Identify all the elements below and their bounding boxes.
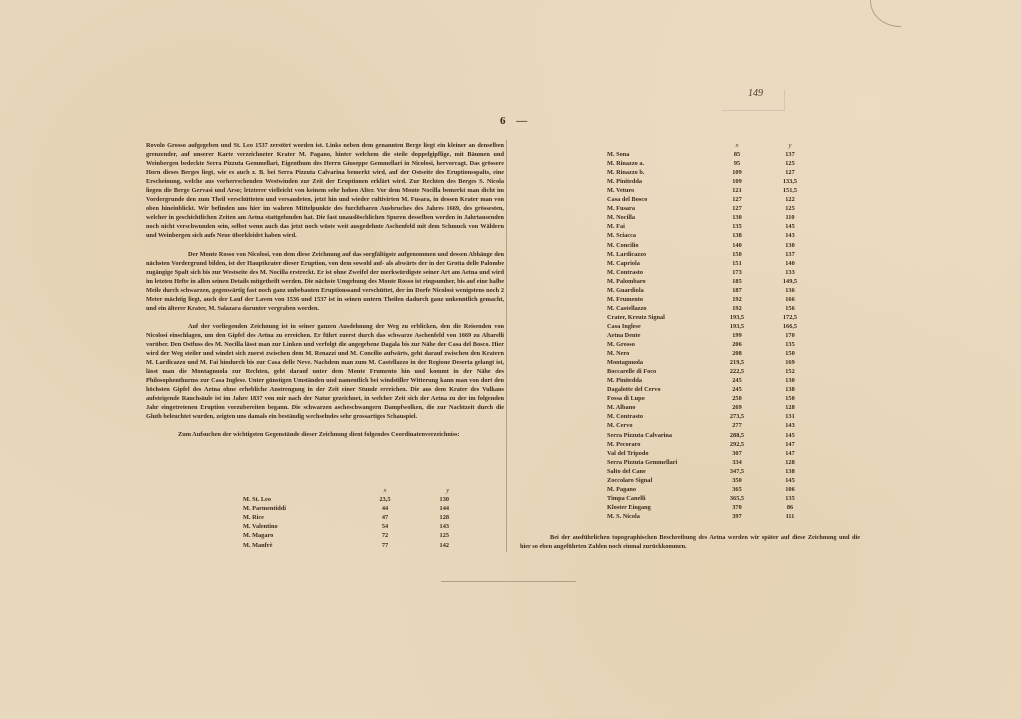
table-row <box>607 440 818 449</box>
table-row <box>607 186 818 195</box>
header-x: x <box>383 487 387 494</box>
cell-y: 145 <box>785 476 795 484</box>
cell-x: 370 <box>732 503 742 511</box>
cell-name: M. Pinitedda <box>607 377 642 385</box>
cell-name: M. Rice <box>243 514 264 522</box>
cell-x: 54 <box>381 523 389 531</box>
table-row <box>607 394 818 403</box>
left-coordinate-table <box>243 486 449 550</box>
cell-name: M. Castellazzo <box>607 304 647 312</box>
table-row <box>607 467 818 476</box>
cell-x: 222,5 <box>729 368 745 376</box>
cell-y: 142 <box>439 541 449 549</box>
left-column <box>146 141 504 439</box>
table-row <box>607 385 818 394</box>
header-y: y <box>446 487 449 494</box>
cell-y: 128 <box>439 514 449 522</box>
table-row <box>607 231 818 240</box>
cell-x: 245 <box>732 377 742 385</box>
cell-x: 140 <box>732 241 742 249</box>
cell-y: 110 <box>785 214 795 222</box>
table-row <box>607 177 818 186</box>
cell-name: M. Concilio <box>607 241 639 249</box>
cell-x: 193,5 <box>729 322 745 330</box>
cell-x: 397 <box>732 512 742 520</box>
cell-name: M. Pinitedda <box>607 178 642 186</box>
column-divider <box>506 140 507 552</box>
cell-y: 152 <box>785 368 795 376</box>
cell-y: 111 <box>785 512 795 520</box>
cell-name: M. Cervo <box>607 422 633 430</box>
cell-y: 170 <box>785 331 795 339</box>
cell-y: 143 <box>785 232 795 240</box>
cell-y: 135 <box>785 341 795 349</box>
cell-name: M. St. Leo <box>243 496 271 504</box>
header-name <box>607 141 712 150</box>
cell-name: M. Sona <box>607 151 630 159</box>
table-row <box>607 259 818 268</box>
cell-x: 121 <box>732 187 742 195</box>
cell-x: 151 <box>732 259 742 267</box>
cell-name: M. Nero <box>607 350 630 358</box>
table-row <box>607 340 818 349</box>
cell-x: 193,5 <box>729 313 745 321</box>
cell-name: M. Manfrè <box>243 541 273 549</box>
table-row <box>607 159 818 168</box>
cell-x: 47 <box>381 514 389 522</box>
cell-y: 150 <box>785 350 795 358</box>
cell-y: 131 <box>785 413 795 421</box>
cell-x: 77 <box>381 541 389 549</box>
cell-name: M. Albano <box>607 404 636 412</box>
cell-y: 144 <box>439 505 449 513</box>
table-row <box>243 504 449 513</box>
cell-name: M. Guardiola <box>607 286 644 294</box>
table-row <box>607 213 818 222</box>
cell-name: M. Grosso <box>607 341 635 349</box>
cell-y: 128 <box>785 458 795 466</box>
cell-x: 250 <box>732 395 742 403</box>
table-row <box>607 494 818 503</box>
table-row <box>607 322 818 331</box>
table-row <box>607 512 818 521</box>
cell-y: 166 <box>785 295 795 303</box>
table-row <box>607 286 818 295</box>
cell-x: 23,5 <box>379 496 391 504</box>
table-row <box>607 412 818 421</box>
table-row <box>607 376 818 385</box>
table-row <box>243 513 449 522</box>
cell-x: 109 <box>732 178 742 186</box>
table-row <box>607 431 818 440</box>
table-row <box>607 268 818 277</box>
cell-name: Zoccolaro Signal <box>607 476 653 484</box>
cell-name: M. Pecoraro <box>607 440 641 448</box>
cell-x: 219,5 <box>729 359 745 367</box>
cell-y: 130 <box>785 241 795 249</box>
cell-y: 130 <box>785 377 795 385</box>
cell-x: 208 <box>732 350 742 358</box>
cell-x: 350 <box>732 476 742 484</box>
closing-note: Bei der ausführlichen topographischen Beschreibung des Aetna werden wir später auf diese Zeichnung und die hier so eben angeführten Zahlen noch einmal zurückkommen. <box>520 534 860 550</box>
table-row <box>607 250 818 259</box>
cell-y: 140 <box>785 259 795 267</box>
cell-name: Casa Inglese <box>607 322 641 330</box>
cell-name: Aetna Dente <box>607 331 641 339</box>
paragraph-2: Der Monte Rosso von Nicolosi, von dem diese Zeichnung auf das sorgfältigste aufgenommen und dessen Abhänge den nächsten Vordergrund bilden, ist der Hauptkrater dieser Eruption, von dem sowohl auf- als abwärts der in der Grotta delle Palombe zugängige Spalt sich bis zur Westseite des M. Nocilla erstreckt. Er ist ohne Zweifel der merkwürdigste seiner Art am Aetna und wird im letzten Hefte in allen seinen Details mitgetheilt werden. Die nächste Umgebung des Monte Rosso ist ringsumher, bis auf eine halbe Meile durch schwarzen, gegenwärtig fast noch ganz unbebauten Eruptionssand verschüttet, der im Dorfe Nicolosi wenigstens noch 2 Meter mächtig liegt, auch der Lauf der Laven von 1536 und 1537 ist in seinen untern Theilen dadurch ganz unkenntlich gemacht, und ein älterer Krater, M. Salazara darunter vergraben worden. <box>146 250 504 312</box>
cell-name: M. Veturo <box>607 187 635 195</box>
table-row <box>607 295 818 304</box>
table-row <box>607 195 818 204</box>
cell-x: 44 <box>381 505 389 513</box>
paragraph-3: Auf der vorliegenden Zeichnung ist in seiner ganzen Ausdehnung der Weg zu erblicken, den die Reisenden von Nicolosi einschlagen, um den Gipfel des Aetna zu erreichen. Er führt zuerst durch das schwarze Aschenfeld von 1669 zu Altarelli vorüber. Den Ostfuss des M. Nocilla lässt man zur Linken und verfolgt die angegebene Dagala bis zur Nähe der Casa del Bosco. Hier wird der Weg steiler und windet sich zuerst zwischen dem M. Renazzi und M. Concilio aufwärts, geht darauf zwischen den Kratern M. Lardicazzo und M. Fai hindurch bis zur Casa delle Neve. Nachdem man zum M. Castellazzo in der Regione Deserta gelangt ist, lässt man die Montagnuola zur Rechten, geht darauf unter dem Monte Frumento hin und kommt in der Nähe des Philosophenthurms zur Casa Inglese. Unter günstigen Umständen und namentlich bei windstiller Witterung kann man von dort den höchsten Gipfel des Aetna ohne erhebliche Anstrengung in der Zeit einer Stunde erreichen. Die aus dem Krater des Vulkans aufsteigende Rauchsäule ist im Jahre 1837 von mir nach der Natur gezeichnet, in welcher Zeit sich der Aetna zu der im folgenden Jahr eingetretenen Eruption vorzubereiten begann. Die schwarzen ascheschwangern Dampfwolken, die zur Nachtzeit durch die Gluth beleuchtet wurden, zeigten uns damals ein beständig wechselndes sehr grossartiges Schauspiel. <box>146 322 504 421</box>
cell-name: M. Fai <box>607 223 625 231</box>
cell-x: 138 <box>732 232 742 240</box>
table-row <box>607 313 818 322</box>
table-row <box>243 531 449 540</box>
table-row <box>607 367 818 376</box>
cell-x: 130 <box>732 214 742 222</box>
cell-name: Boccarelle di Foco <box>607 368 657 376</box>
cell-x: 173 <box>732 268 742 276</box>
cell-name: M. Nocilla <box>607 214 635 222</box>
table-row <box>243 495 449 504</box>
cell-y: 172,5 <box>782 313 798 321</box>
coordinate-caption: Zum Aufsuchen der wichtigsten Gegenstände dieser Zeichnung dient folgendes Coordinatenverzeichniss: <box>178 431 460 439</box>
cell-y: 125 <box>785 205 795 213</box>
cell-name: M. Contrasto <box>607 413 644 421</box>
cell-name: Casa del Bosco <box>607 196 648 204</box>
cell-x: 72 <box>381 532 389 540</box>
cell-x: 206 <box>732 341 742 349</box>
cell-x: 269 <box>732 404 742 412</box>
cell-x: 127 <box>732 205 742 213</box>
table-row <box>607 421 818 430</box>
cell-x: 347,5 <box>729 467 745 475</box>
cell-name: M. Palombaro <box>607 277 646 285</box>
cell-x: 127 <box>732 196 742 204</box>
table-header-row <box>243 486 449 495</box>
cell-x: 199 <box>732 331 742 339</box>
cell-name: Crater, Kreutz Signal <box>607 313 665 321</box>
table-row <box>607 304 818 313</box>
cell-name: Fossa di Lupo <box>607 395 645 403</box>
cell-x: 334 <box>732 458 742 466</box>
table-row <box>607 277 818 286</box>
header-y: y <box>788 142 792 149</box>
cell-name: M. Valentino <box>243 523 278 531</box>
cell-name: M. Sciacca <box>607 232 637 240</box>
cell-y: 166,5 <box>782 322 798 330</box>
cell-y: 137 <box>785 151 795 159</box>
cell-name: M. Capriola <box>607 259 640 267</box>
cell-y: 135 <box>785 494 795 502</box>
cell-x: 150 <box>732 250 742 258</box>
cell-y: 86 <box>786 503 794 511</box>
cell-x: 192 <box>732 295 742 303</box>
cell-name: M. Rinazzo b. <box>607 169 645 177</box>
cell-name: Serra Pizzuta Calvarina <box>607 431 673 439</box>
cell-y: 133,5 <box>782 178 798 186</box>
cell-x: 292,5 <box>729 440 745 448</box>
cell-name: M. Magaro <box>243 532 274 540</box>
cell-name: Val del Tripodo <box>607 449 649 457</box>
cell-name: Serra Pizzuta Gemmellari <box>607 458 678 466</box>
table-header-row <box>607 141 818 150</box>
cell-name: M. Frumento <box>607 295 644 303</box>
cell-y: 147 <box>785 449 795 457</box>
cell-x: 85 <box>733 151 741 159</box>
cell-y: 125 <box>439 532 449 540</box>
cell-name: M. Lardicazzo <box>607 250 647 258</box>
table-row <box>607 168 818 177</box>
table-row <box>243 541 449 550</box>
cell-x: 185 <box>732 277 742 285</box>
cell-y: 149,5 <box>782 277 798 285</box>
cell-name: M. Contrasto <box>607 268 644 276</box>
cell-y: 136 <box>785 286 795 294</box>
cell-y: 137 <box>785 250 795 258</box>
cell-y: 138 <box>785 386 795 394</box>
cell-y: 143 <box>785 422 795 430</box>
page-number: 6 — <box>500 115 532 127</box>
header-x: x <box>735 142 739 149</box>
cell-name: M. Parmentiddi <box>243 505 287 513</box>
cell-x: 277 <box>732 422 742 430</box>
table-row <box>607 331 818 340</box>
cell-x: 245 <box>732 386 742 394</box>
cell-y: 151,5 <box>782 187 798 195</box>
cell-x: 95 <box>733 160 741 168</box>
archive-number: 149 <box>748 88 763 99</box>
cell-x: 288,5 <box>729 431 745 439</box>
table-row <box>607 349 818 358</box>
table-row <box>607 458 818 467</box>
cell-y: 145 <box>785 223 795 231</box>
cell-name: M. Pagano <box>607 485 637 493</box>
cell-x: 307 <box>732 449 742 457</box>
cell-y: 125 <box>785 160 795 168</box>
cell-y: 169 <box>785 359 795 367</box>
end-rule <box>441 581 576 582</box>
cell-y: 143 <box>439 523 449 531</box>
right-coordinate-table <box>607 141 818 521</box>
cell-name: Salto del Cane <box>607 467 646 475</box>
cell-name: Montagnuola <box>607 359 644 367</box>
cell-x: 365 <box>732 485 742 493</box>
corner-fold-mark <box>870 0 901 27</box>
cell-name: M. Fusara <box>607 205 635 213</box>
cell-y: 122 <box>785 196 795 204</box>
cell-y: 127 <box>785 169 795 177</box>
table-row <box>607 358 818 367</box>
table-row <box>607 485 818 494</box>
table-row <box>607 476 818 485</box>
cell-y: 150 <box>785 395 795 403</box>
cell-name: M. Rinazzo a. <box>607 160 645 168</box>
cell-y: 156 <box>785 304 795 312</box>
paragraph-1: Rovolo Grosso aufgegeben und St. Leo 1537 zerstört worden ist. Links neben dem genannten Berge liegt ein kleiner an denselben grenzender, auf unserer Karte verzeichneter Krater M. Pagano, hinter welchem die steile doppelgipflige, mit Bäumen und Weinbergen bedeckte Serra Pizzuta Gemmellari, Eigenthum des Herrn Giuseppe Gemmellari in Nicolosi, hervorragt. Das grössere Horn dieses Berges liegt, wie es auch z. B. bei Serra Pizzuta Calvarina bemerkt wird, auf der Ostseite des Eruptionsspalts, eine Erscheinung, welche aus vorherrschenden Westwinden zur Zeit der Eruptionen erklärt wird. Zur Rechten des Berges S. Nicola liegen die Berge Gervasi und Arso; letzterer vielleicht von keinem sehr hohen Alter. Vor dem Monte Nocilla bemerkt man dicht im Vordergrunde den zum Theil verschütteten und versandeten, jetzt hin und wieder cultivirten M. Fusara, in dessen Krater man von oben hineinblickt. Wir befinden uns hier im wahren Mittelpunkte des furchtbaren Ausbruches des Jahres 1669, des grössesten, welcher in geschichtlichen Zeiten am Aetna stattgefunden hat. Die fast unauslöschlichen Spuren desselben werden in Jahrtausenden noch nicht verschwunden sein, selbst wenn auch das jetzt noch wüste weit ausgedehnte Aschenfeld mit dem Schmuck von Wäldern und Weinbergen sich aufs Neue überkleidet haben wird. <box>146 142 504 240</box>
cell-y: 147 <box>785 440 795 448</box>
table-row <box>607 241 818 250</box>
cell-name: Kloster Eingang <box>607 503 651 511</box>
table-row <box>607 449 818 458</box>
cell-x: 135 <box>732 223 742 231</box>
table-row <box>607 204 818 213</box>
cell-y: 128 <box>785 404 795 412</box>
table-row <box>607 403 818 412</box>
cell-x: 109 <box>732 169 742 177</box>
table-row <box>607 503 818 512</box>
cell-y: 133 <box>785 268 795 276</box>
cell-name: M. S. Nicola <box>607 512 640 520</box>
cell-name: Dagalotte del Cervo <box>607 386 661 394</box>
cell-x: 365,5 <box>729 494 745 502</box>
table-row <box>607 222 818 231</box>
table-row <box>243 522 449 531</box>
cell-x: 192 <box>732 304 742 312</box>
cell-y: 130 <box>439 496 449 504</box>
cell-x: 273,5 <box>729 413 745 421</box>
header-name <box>243 486 357 495</box>
cell-x: 187 <box>732 286 742 294</box>
cell-y: 138 <box>785 467 795 475</box>
table-row <box>607 150 818 159</box>
cell-y: 145 <box>785 431 795 439</box>
cell-name: Timpa Canelli <box>607 494 646 502</box>
cell-y: 106 <box>785 485 795 493</box>
